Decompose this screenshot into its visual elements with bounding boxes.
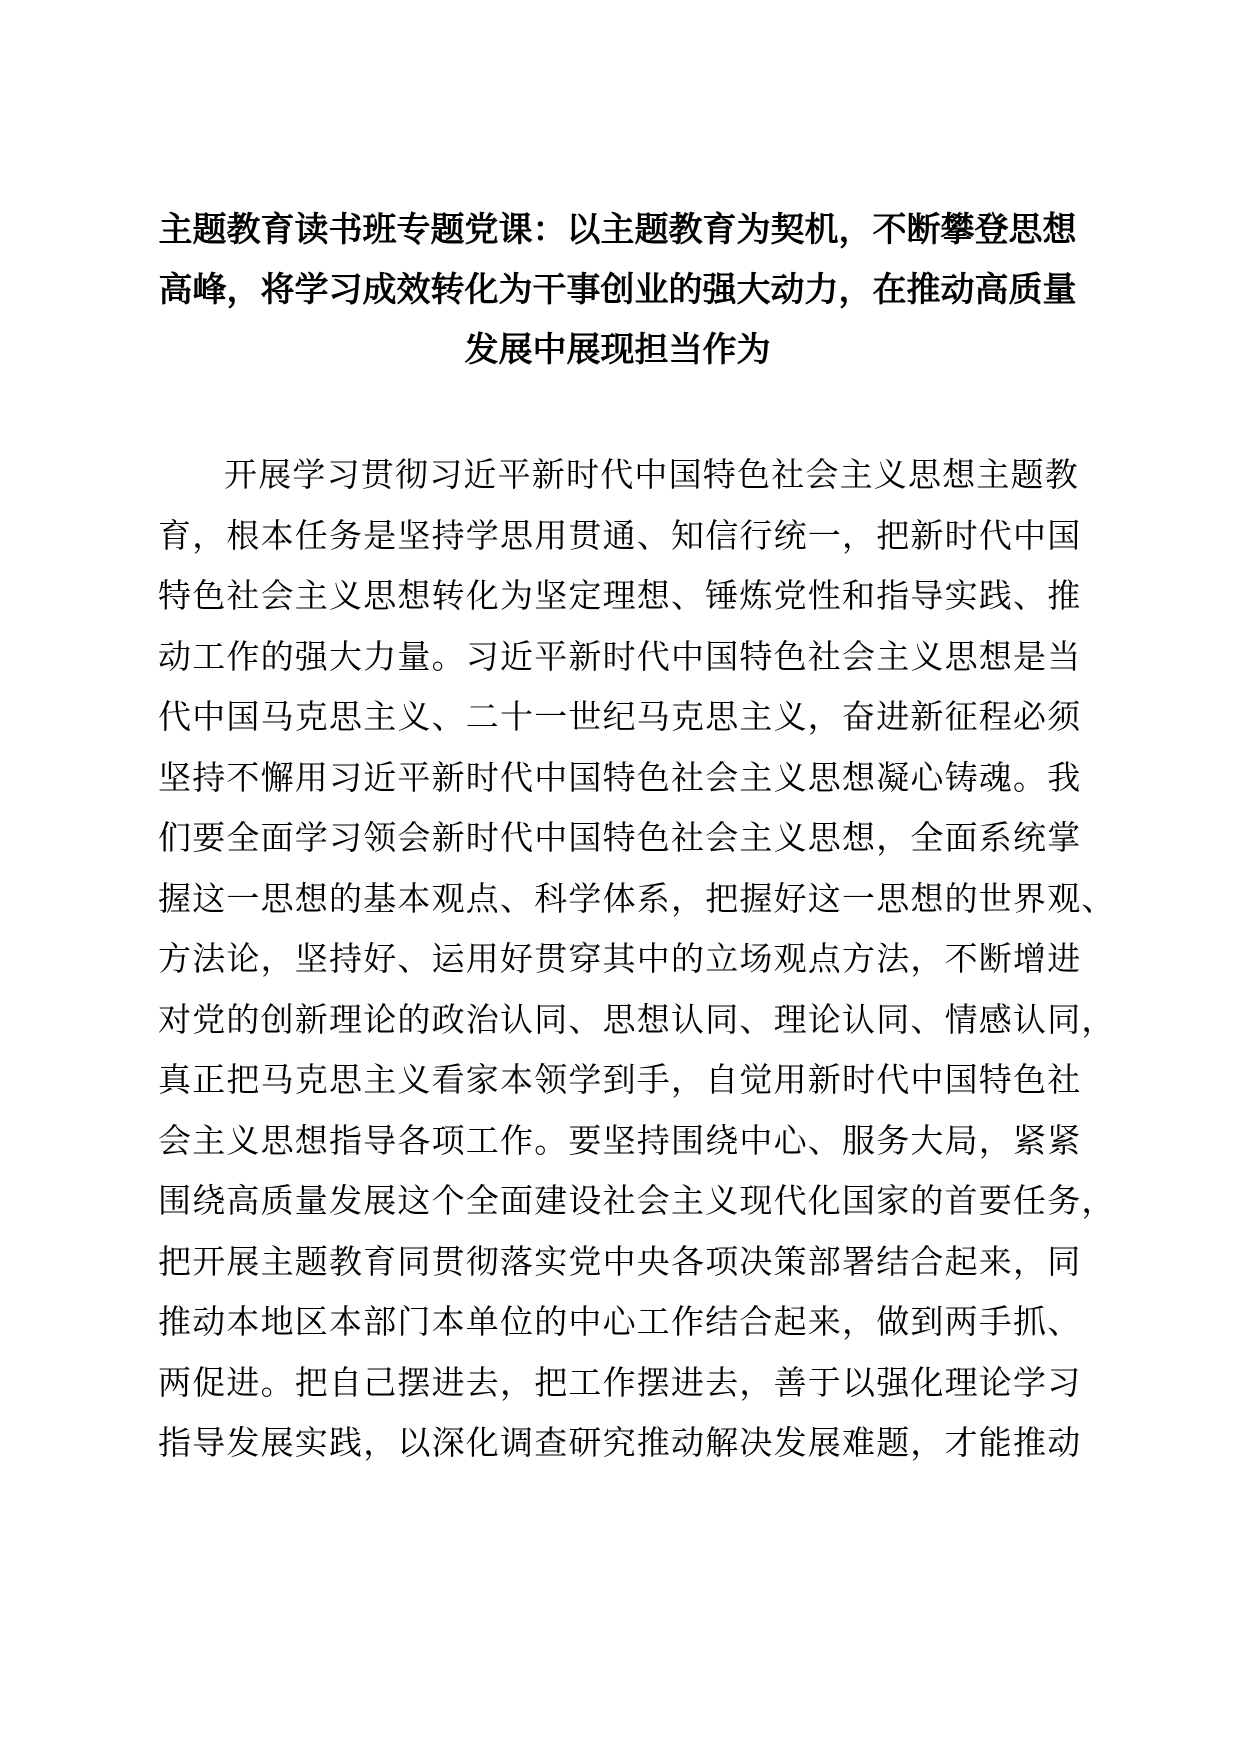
body-line: 动工作的强大力量。习近平新时代中国特色社会主义思想是当 xyxy=(158,636,1082,676)
body-line: 围绕高质量发展这个全面建设社会主义现代化国家的首要任务， xyxy=(158,1181,1116,1220)
document-body xyxy=(158,445,1116,1474)
body-line: 开展学习贯彻习近平新时代中国特色社会主义思想主题教 xyxy=(224,455,1079,494)
body-line: 坚持不懈用习近平新时代中国特色社会主义思想凝心铸魂。我 xyxy=(158,757,1082,797)
title-line: 发展中展现担当作为 xyxy=(464,330,771,370)
body-line: 特色社会主义思想转化为坚定理想、锤炼党性和指导实践、推 xyxy=(158,576,1082,615)
body-line: 把开展主题教育同贯彻落实党中央各项决策部署结合起来，同 xyxy=(158,1241,1082,1281)
title-line: 主题教育读书班专题党课：以主题教育为契机，不断攀登思想 xyxy=(158,210,1077,250)
body-line: 代中国马克思主义、二十一世纪马克思主义，奋进新征程必须 xyxy=(158,697,1082,736)
body-line: 指导发展实践，以深化调查研究推动解决发展难题，才能推动 xyxy=(158,1423,1082,1462)
document-title xyxy=(150,200,1085,380)
body-line: 推动本地区本部门本单位的中心工作结合起来，做到两手抓、 xyxy=(158,1302,1082,1341)
body-line: 握这一思想的基本观点、科学体系，把握好这一思想的世界观、 xyxy=(158,878,1116,918)
body-line: 会主义思想指导各项工作。要坚持围绕中心、服务大局，紧紧 xyxy=(158,1120,1082,1160)
body-line: 真正把马克思主义看家本领学到手，自觉用新时代中国特色社 xyxy=(158,1060,1082,1099)
title-line: 高峰，将学习成效转化为干事创业的强大动力，在推动高质量 xyxy=(158,270,1077,310)
body-line: 们要全面学习领会新时代中国特色社会主义思想，全面系统掌 xyxy=(158,818,1082,857)
body-line: 育，根本任务是坚持学思用贯通、知信行统一，把新时代中国 xyxy=(158,515,1082,555)
body-line: 两促进。把自己摆进去，把工作摆进去，善于以强化理论学习 xyxy=(158,1362,1082,1402)
body-line: 方法论，坚持好、运用好贯穿其中的立场观点方法，不断增进 xyxy=(158,939,1082,978)
body-line: 对党的创新理论的政治认同、思想认同、理论认同、情感认同， xyxy=(158,999,1116,1039)
